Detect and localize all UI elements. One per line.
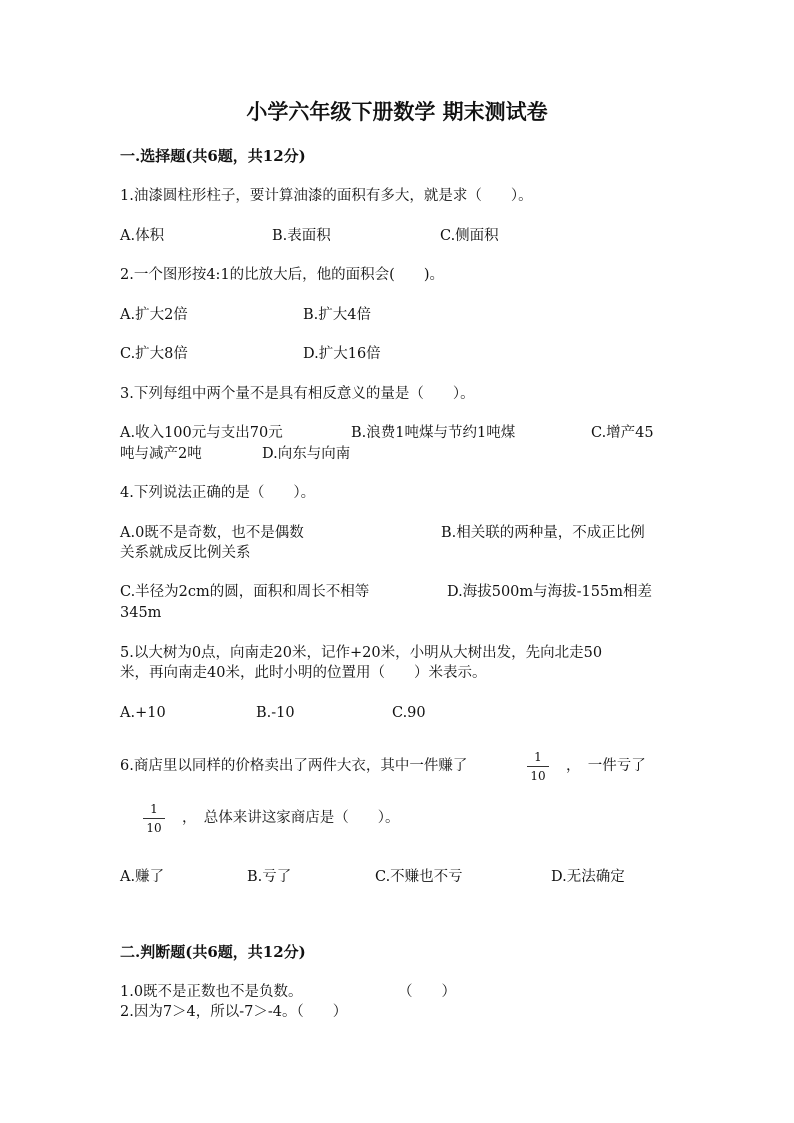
question-5-stem-line1: 5.以大树为0点，向南走20米，记作+20米，小明从大树出发，先向北走50 bbox=[120, 645, 603, 661]
fraction-denominator: 10 bbox=[530, 769, 546, 783]
judgement-question-1: 1.0既不是正数也不是负数。 bbox=[120, 984, 303, 1000]
q6-option-b: B.亏了 bbox=[247, 869, 292, 885]
question-6-stem-part1: 6.商店里以同样的价格卖出了两件大衣，其中一件赚了 bbox=[120, 758, 468, 774]
q3-option-d: D.向东与向南 bbox=[262, 446, 351, 462]
q6-option-a: A.赚了 bbox=[120, 869, 165, 885]
q4-option-b: B.相关联的两种量，不成正比例 bbox=[441, 525, 645, 541]
question-5-stem-line2: 米，再向南走40米，此时小明的位置用（ ）米表示。 bbox=[120, 665, 487, 681]
judgement-question-1-blank: （ ） bbox=[398, 984, 456, 1000]
question-1-stem: 1.油漆圆柱形柱子，要计算油漆的面积有多大，就是求（ ）。 bbox=[120, 188, 533, 204]
judgement-question-2: 2.因为7＞4，所以-7＞-4。（ ） bbox=[120, 1004, 348, 1020]
q1-option-b: B.表面积 bbox=[272, 228, 331, 244]
question-2-stem: 2.一个图形按4:1的比放大后，他的面积会( )。 bbox=[120, 267, 444, 283]
question-6-stem-part3: ， 总体来讲这家商店是（ ）。 bbox=[182, 810, 400, 826]
fraction-numerator: 1 bbox=[534, 750, 542, 764]
fraction-denominator: 10 bbox=[146, 821, 162, 835]
q3-option-b: B.浪费1吨煤与节约1吨煤 bbox=[351, 425, 516, 441]
q5-option-c: C.90 bbox=[392, 705, 426, 721]
fraction-bar bbox=[527, 766, 549, 767]
section-heading-choice: 一.选择题(共6题，共12分) bbox=[120, 147, 306, 165]
q3-option-a: A.收入100元与支出70元 bbox=[120, 425, 283, 441]
q4-option-d: D.海拔500m与海拔-155m相差 bbox=[447, 584, 652, 600]
page-title: 小学六年级下册数学 期末测试卷 bbox=[246, 99, 548, 124]
q5-option-b: B.-10 bbox=[256, 705, 295, 721]
q2-option-c: C.扩大8倍 bbox=[120, 346, 188, 362]
q1-option-c: C.侧面积 bbox=[440, 228, 499, 244]
q4-option-a: A.0既不是奇数，也不是偶数 bbox=[120, 525, 304, 541]
fraction-one-tenth-2 bbox=[143, 802, 165, 835]
q5-option-a: A.+10 bbox=[120, 705, 166, 721]
q4-option-c: C.半径为2cm的圆，面积和周长不相等 bbox=[120, 584, 370, 600]
q2-option-d: D.扩大16倍 bbox=[303, 346, 381, 362]
q2-option-b: B.扩大4倍 bbox=[303, 307, 371, 323]
fraction-numerator: 1 bbox=[150, 802, 158, 816]
q3-option-c: C.增产45 bbox=[591, 425, 654, 441]
q4-option-d-cont: 345m bbox=[120, 605, 162, 621]
q1-option-a: A.体积 bbox=[120, 228, 165, 244]
q6-option-c: C.不赚也不亏 bbox=[375, 869, 463, 885]
section-heading-judgement: 二.判断题(共6题，共12分) bbox=[120, 943, 306, 961]
fraction-bar bbox=[143, 818, 165, 819]
question-3-stem: 3.下列每组中两个量不是具有相反意义的量是（ ）。 bbox=[120, 386, 475, 402]
question-6-stem-part2: ， 一件亏了 bbox=[566, 758, 646, 774]
q2-option-a: A.扩大2倍 bbox=[120, 307, 188, 323]
q4-option-b-cont: 关系就成反比例关系 bbox=[120, 545, 251, 561]
question-4-stem: 4.下列说法正确的是（ ）。 bbox=[120, 485, 316, 501]
q6-option-d: D.无法确定 bbox=[551, 869, 625, 885]
fraction-one-tenth bbox=[527, 750, 549, 783]
q3-option-c-cont: 吨与减产2吨 bbox=[120, 446, 202, 462]
